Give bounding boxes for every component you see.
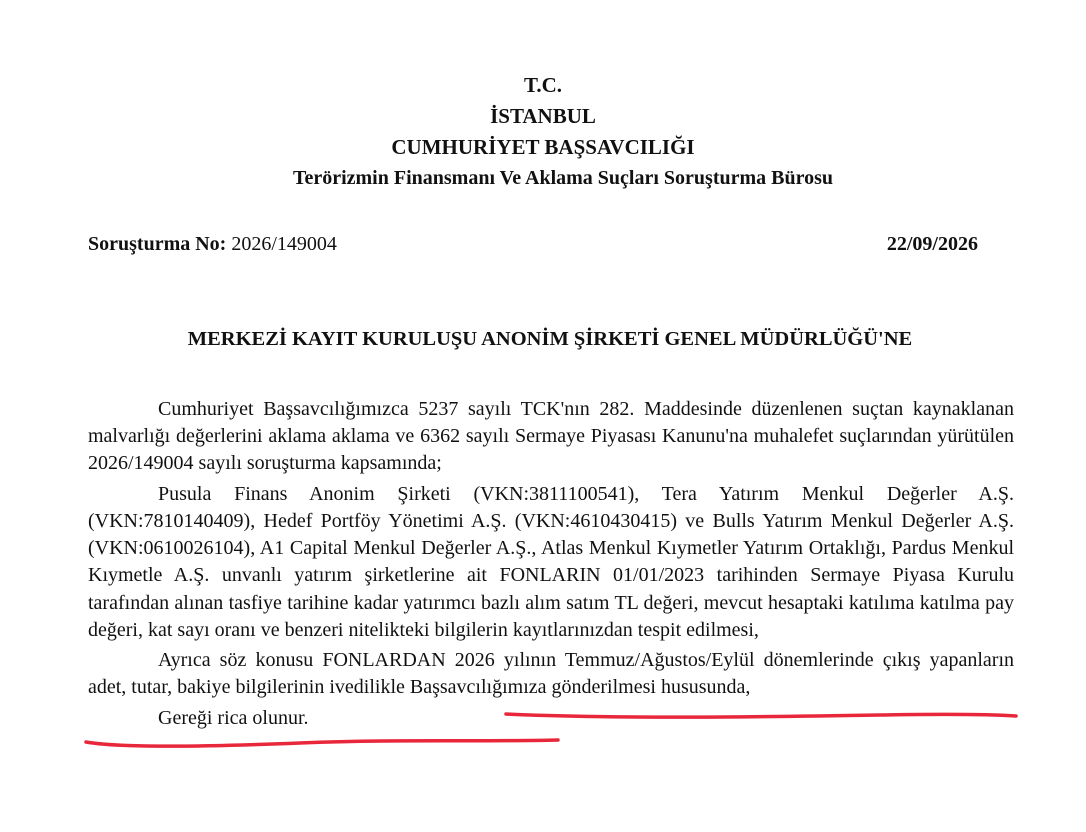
paragraph-2: Pusula Finans Anonim Şirketi (VKN:3811100541), Tera Yatırım Menkul Değerler A.Ş. (VKN:7810140409), Hedef Portföy Yönetimi A.Ş. (VKN:4610430415) ve Bulls Yatırım Menkul Değerler A.Ş. (VKN:0610026104), A1 Capital Menkul Değerler A.Ş., Atlas Menkul Kıymetler Yatırım Ortaklığı, Pardus Menkul Kıymetle A.Ş. unvanlı yatırım şirketlerine ait FONLARIN 01/01/2023 tarihinden Sermaye Piyasa Kurulu tarafından alınan tasfiye tarihine kadar yatırımcı bazlı alım satım TL değeri, mevcut hesaptaki katılıma katılma pay değeri, kat sayı oranı ve benzeri nitelikteki bilgilerin kayıtlarınızdan tespit edilmesi, bbox=[88, 482, 1014, 641]
investigation-label: Soruşturma No: bbox=[88, 233, 227, 255]
closing-line: Gereği rica olunur. bbox=[158, 706, 309, 729]
addressee: MERKEZİ KAYIT KURULUŞU ANONİM ŞİRKETİ GENEL MÜDÜRLÜĞÜ'NE bbox=[187, 328, 913, 350]
header-office: CUMHURİYET BAŞSAVCILIĞI bbox=[391, 135, 695, 159]
highlighted-text: 2026 yılının Temmuz/Ağustos/Eylül dönemlerinde çıkış yapanların adet, tutar, bakiye bilgileri bbox=[88, 649, 1014, 699]
header-bureau: Terörizmin Finansmanı Ve Aklama Suçları Soruşturma Bürosu bbox=[292, 167, 834, 189]
paragraph-1: Cumhuriyet Başsavcılığımızca 5237 sayılı TCK'nın 282. Maddesinde düzenlenen suçtan kaynaklanan malvarlığı değerlerini aklama aklama ve 6362 sayılı Sermaye Piyasası Kanunu'na muhalefet suçlarından yürütülen 2026/149004 sayılı soruşturma kapsamında; bbox=[88, 398, 1014, 475]
paragraph-3-end: nin ivedilikle Başsavcılığımıza gönderilmesi hususunda, bbox=[298, 676, 751, 699]
investigation-number bbox=[88, 230, 337, 258]
document-body bbox=[88, 396, 1014, 735]
header-city: İSTANBUL bbox=[490, 104, 596, 128]
red-underline-stroke-2 bbox=[86, 740, 558, 746]
paragraph-3-start: Ayrıca söz konusu FONLARDAN bbox=[158, 649, 455, 672]
header-tc: T.C. bbox=[523, 73, 563, 97]
paragraph-3 bbox=[88, 647, 1014, 701]
document-date: 22/09/2026 bbox=[886, 233, 978, 255]
investigation-value: 2026/149004 bbox=[231, 233, 337, 255]
document-header bbox=[0, 70, 1086, 194]
